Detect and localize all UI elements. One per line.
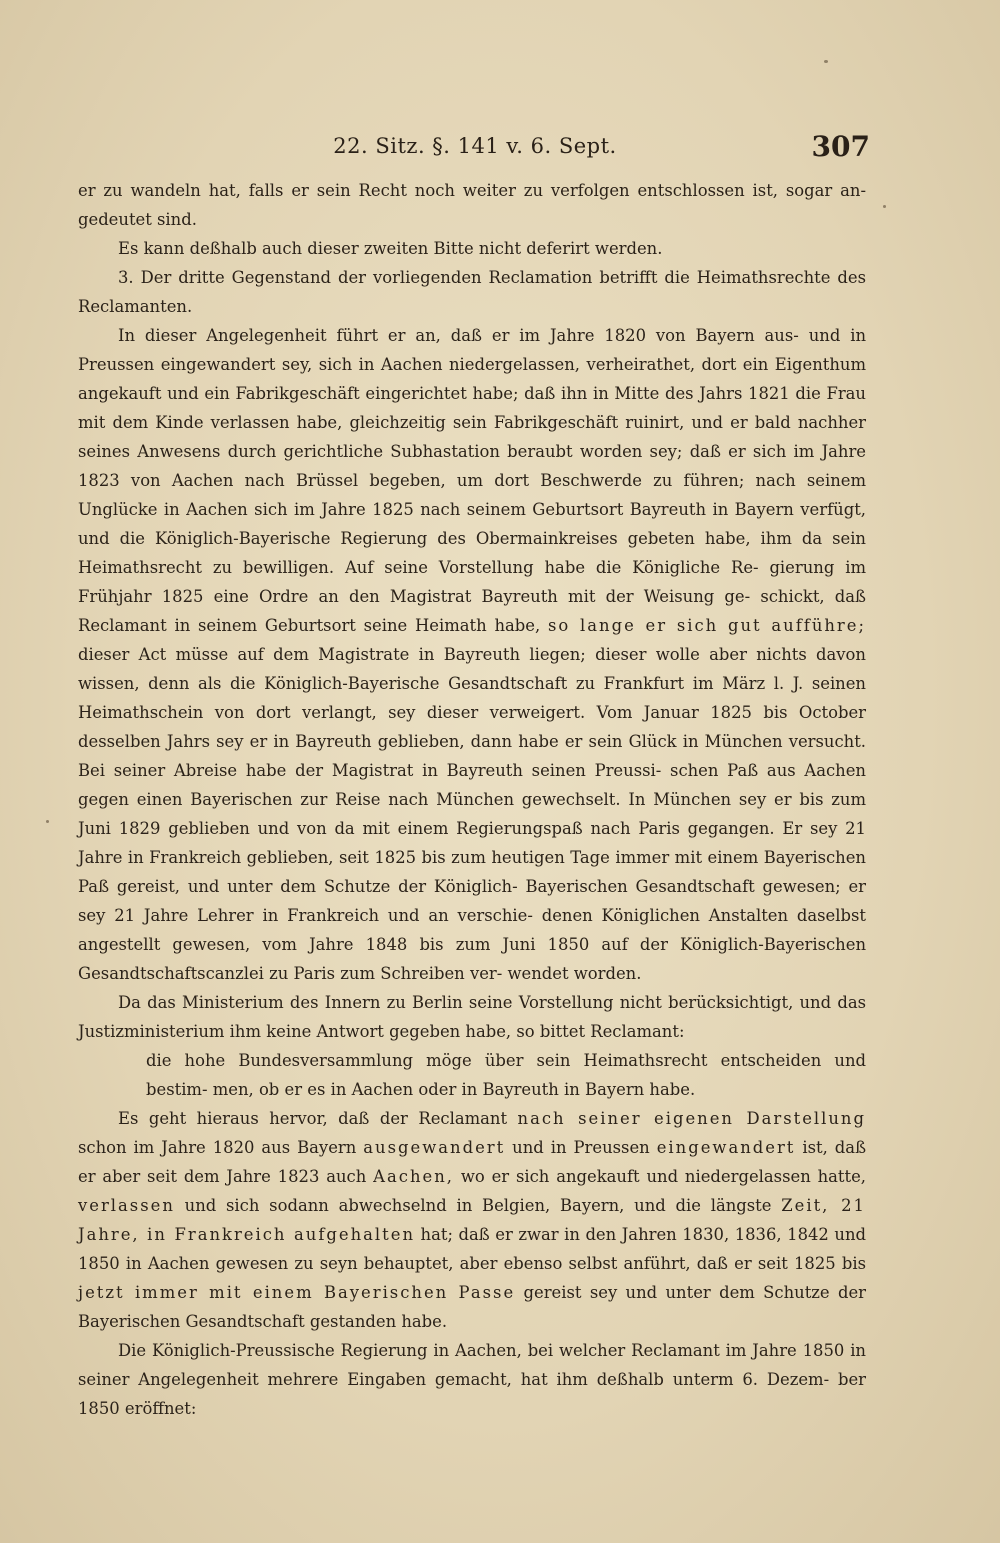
- spaced-phrase: verlassen: [78, 1196, 175, 1215]
- paragraph-prussian-government: Die Königlich-Preussische Regierung in Aachen, bei welcher Reclamant im Jahre 1850 in seiner Angelegenheit mehrere Eingaben gemacht, hat ihm deßhalb unterm 6. Dezem- ber 1850 eröffnet:: [78, 1341, 866, 1418]
- quoted-request: die hohe Bundesversammlung möge über sein Heimathsrecht entscheiden und bestim- men, ob er es in Aachen oder in Bayreuth in Bayern habe.: [146, 1051, 866, 1099]
- text-run: und in Preussen: [512, 1138, 650, 1157]
- spaced-phrase: nach seiner eigenen Darstellung: [517, 1109, 866, 1128]
- page-number: 307: [811, 130, 870, 163]
- print-speck: [46, 820, 49, 823]
- text-run: wo er sich angekauft und niedergelassen hatte,: [460, 1167, 867, 1186]
- text-run: ist, daß er aber seit dem Jahre 1823 auch: [78, 1138, 867, 1186]
- paragraph-third-subject: 3. Der dritte Gegenstand der vorliegenden Reclamation betrifft die Heimathsrechte des Reclamanten.: [78, 268, 866, 316]
- spaced-phrase: so lange er sich gut aufführe;: [547, 616, 866, 635]
- page-header: [80, 130, 870, 170]
- print-speck: [883, 205, 886, 208]
- spaced-phrase: jetzt immer mit einem Bayerischen Passe: [78, 1283, 516, 1302]
- paragraph-continuation: er zu wandeln hat, falls er sein Recht noch weiter zu verfolgen entschlossen ist, sogar an- gedeutet sind.: [78, 181, 866, 229]
- paragraph-second-request: Es kann deßhalb auch dieser zweiten Bitte nicht deferirt werden.: [118, 239, 663, 258]
- spaced-phrase: Aachen,: [373, 1167, 454, 1186]
- spaced-phrase: eingewandert: [656, 1138, 796, 1157]
- running-title: 22. Sitz. §. 141 v. 6. Sept.: [333, 134, 617, 158]
- text-run: Es geht hieraus hervor, daß der Reclamant: [118, 1109, 508, 1128]
- text-run: hat; daß er zwar in den Jahren 1830, 1836, 1842 und 1850 in Aachen gewesen zu seyn behauptet, aber ebenso selbst anführt, daß er seit 1825 bis: [78, 1225, 866, 1273]
- paragraph-claims: [78, 321, 866, 988]
- text-run: In dieser Angelegenheit führt er an, daß er im Jahre 1820 von Bayern aus- und in Preussen eingewandert sey, sich in Aachen niedergelassen, verheirathet, dort ein Eigenthum angekauft und ein Fabrikgeschäft eingerichtet habe; daß ihn in Mitte des Jahrs 1821 die Frau mit dem Kinde verlassen habe, gleichzeitig sein Fabrikgeschäft ruinirt, und er bald nachher seines Anwesens durch gerichtliche Subhastation beraubt worden sey; daß er sich im Jahre 1823 von Aachen nach Brüssel begeben, um dort Beschwerde zu führen; nach seinem Unglücke in Aachen sich im Jahre 1825 nach seinem Geburtsort Bayreuth in Bayern verfügt, und die Königlich-Bayerische Regierung des Obermainkreises gebeten habe, ihm da sein Heimathsrecht zu bewilligen. Auf seine Vorstellung habe die Königliche Re- gierung im Frühjahr 1825 eine Ordre an den Magistrat Bayreuth mit der Weisung ge- schickt, daß Reclamant in seinem Geburtsort seine Heimath habe,: [78, 326, 866, 635]
- text-run: schon im Jahre 1820 aus Bayern: [78, 1138, 357, 1157]
- text-run: gereist sey und unter dem Schutze der Bayerischen Gesandtschaft gestanden habe.: [78, 1283, 866, 1331]
- spaced-phrase: ausgewandert: [363, 1138, 506, 1157]
- print-speck: [824, 60, 828, 63]
- text-run: dieser Act müsse auf dem Magistrate in Bayreuth liegen; dieser wolle aber nichts davon wissen, denn als die Königlich-Bayerische Gesandtschaft zu Frankfurt im März l. J. seinen Heimathschein von dort verlangt, sey dieser verweigert. Vom Januar 1825 bis October desselben Jahrs sey er in Bayreuth geblieben, dann habe er sein Glück in München versucht. Bei seiner Abreise habe der Magistrat in Bayreuth seinen Preussi- schen Paß aus Aachen gegen einen Bayerischen zur Reise nach München gewechselt. In München sey er bis zum Juni 1829 geblieben und von da mit einem Regierungspaß nach Paris gegangen. Er sey 21 Jahre in Frankreich geblieben, seit 1825 bis zum heutigen Tage immer mit einem Bayerischen Paß gereist, und unter dem Schutze der Königlich- Bayerischen Gesandtschaft gewesen; er sey 21 Jahre Lehrer in Frankreich und an verschie- denen Königlichen Anstalten daselbst angestellt gewesen, vom Jahre 1848 bis zum Juni 1850 auf der Königlich-Bayerischen Gesandtschaftscanzlei zu Paris zum Schreiben ver- wendet worden.: [78, 645, 866, 983]
- spaced-phrase: Zeit, 21 Jahre, in Frankreich aufgehalten: [78, 1196, 866, 1244]
- paragraph-ministry: Da das Ministerium des Innern zu Berlin seine Vorstellung nicht berücksichtigt, und das Justizministerium ihm keine Antwort gegeben habe, so bittet Reclamant:: [78, 993, 866, 1041]
- text-run: und sich sodann abwechselnd in Belgien, Bayern, und die längste: [184, 1196, 772, 1215]
- paragraph-conclusion: [78, 1104, 866, 1336]
- body-text: [78, 176, 866, 1423]
